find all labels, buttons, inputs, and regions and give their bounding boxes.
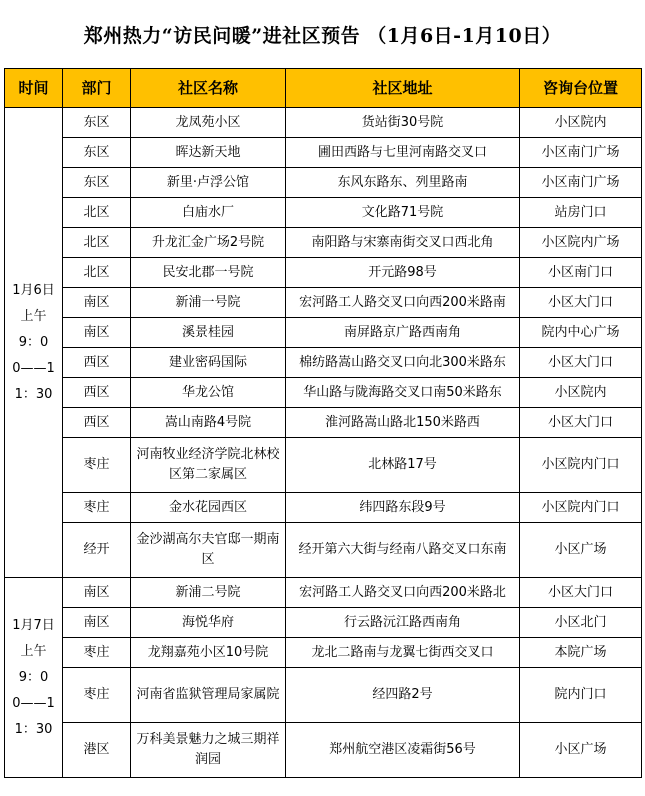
time-line: 9：0: [18, 334, 49, 350]
desk-location-cell: 小区南门口: [520, 258, 642, 288]
department-cell: 枣庄: [63, 638, 131, 668]
department-cell: 东区: [63, 108, 131, 138]
community-address-cell: 文化路71号院: [286, 198, 520, 228]
community-address-cell: 淮河路嵩山路北150米路西: [286, 408, 520, 438]
community-name-cell: 金水花园西区: [131, 493, 286, 523]
community-address-cell: 东风东路东、列里路南: [286, 168, 520, 198]
table-row: [5, 638, 642, 668]
community-address-cell: 圃田西路与七里河南路交叉口: [286, 138, 520, 168]
department-cell: 西区: [63, 408, 131, 438]
department-cell: 北区: [63, 258, 131, 288]
department-cell: 北区: [63, 228, 131, 258]
desk-location-cell: 小区大门口: [520, 578, 642, 608]
community-name-cell: 万科美景魅力之城三期祥润园: [131, 723, 286, 778]
table-row: [5, 668, 642, 723]
department-cell: 南区: [63, 318, 131, 348]
header-community-name: 社区名称: [131, 69, 286, 108]
table-body: [5, 108, 642, 778]
community-name-cell: 河南省监狱管理局家属院: [131, 668, 286, 723]
community-address-cell: 经四路2号: [286, 668, 520, 723]
community-name-cell: 晖达新天地: [131, 138, 286, 168]
community-address-cell: 南屏路京广路西南角: [286, 318, 520, 348]
desk-location-cell: 小区院内广场: [520, 228, 642, 258]
table-row: [5, 198, 642, 228]
department-cell: 北区: [63, 198, 131, 228]
community-name-cell: 龙翔嘉苑小区10号院: [131, 638, 286, 668]
department-cell: 枣庄: [63, 668, 131, 723]
community-name-cell: 河南牧业经济学院北林校区第二家属区: [131, 438, 286, 493]
time-cell: [5, 578, 63, 778]
community-address-cell: 宏河路工人路交叉口向西200米路南: [286, 288, 520, 318]
department-cell: 枣庄: [63, 493, 131, 523]
community-address-cell: 开元路98号: [286, 258, 520, 288]
time-line: 1月6日: [12, 282, 55, 298]
table-header-row: [5, 69, 642, 108]
desk-location-cell: 小区大门口: [520, 348, 642, 378]
desk-location-cell: 小区大门口: [520, 408, 642, 438]
desk-location-cell: 院内门口: [520, 668, 642, 723]
desk-location-cell: 小区院内门口: [520, 438, 642, 493]
community-name-cell: 白庙水厂: [131, 198, 286, 228]
community-address-cell: 南阳路与宋寨南街交叉口西北角: [286, 228, 520, 258]
table-row: [5, 578, 642, 608]
department-cell: 南区: [63, 578, 131, 608]
community-address-cell: 华山路与陇海路交叉口南50米路东: [286, 378, 520, 408]
desk-location-cell: 站房门口: [520, 198, 642, 228]
time-line: 1：30: [14, 386, 53, 402]
community-schedule-table: [4, 68, 642, 778]
desk-location-cell: 院内中心广场: [520, 318, 642, 348]
community-name-cell: 华龙公馆: [131, 378, 286, 408]
desk-location-cell: 本院广场: [520, 638, 642, 668]
community-name-cell: 民安北郡一号院: [131, 258, 286, 288]
community-address-cell: 经开第六大街与经南八路交叉口东南: [286, 523, 520, 578]
community-address-cell: 龙北二路南与龙翼七街西交叉口: [286, 638, 520, 668]
community-name-cell: 金沙湖高尔夫官邸一期南区: [131, 523, 286, 578]
table-row: [5, 378, 642, 408]
table-row: [5, 228, 642, 258]
department-cell: 南区: [63, 608, 131, 638]
community-address-cell: 宏河路工人路交叉口向西200米路北: [286, 578, 520, 608]
time-line: 1：30: [14, 721, 53, 737]
desk-location-cell: 小区南门广场: [520, 168, 642, 198]
time-cell: [5, 108, 63, 578]
department-cell: 港区: [63, 723, 131, 778]
community-name-cell: 新里·卢浮公馆: [131, 168, 286, 198]
page-title: 郑州热力“访民问暖”进社区预告 （1月6日-1月10日）: [83, 24, 562, 47]
community-name-cell: 新浦二号院: [131, 578, 286, 608]
desk-location-cell: 小区广场: [520, 523, 642, 578]
table-row: [5, 318, 642, 348]
community-name-cell: 溪景桂园: [131, 318, 286, 348]
header-department: 部门: [63, 69, 131, 108]
community-name-cell: 新浦一号院: [131, 288, 286, 318]
table-row: [5, 108, 642, 138]
community-address-cell: 棉纺路嵩山路交叉口向北300米路东: [286, 348, 520, 378]
department-cell: 经开: [63, 523, 131, 578]
time-line: 上午: [20, 643, 47, 659]
header-desk-location: 咨询台位置: [520, 69, 642, 108]
table-row: [5, 168, 642, 198]
table-row: [5, 288, 642, 318]
community-address-cell: 货站街30号院: [286, 108, 520, 138]
desk-location-cell: 小区院内门口: [520, 493, 642, 523]
department-cell: 西区: [63, 378, 131, 408]
header-time: 时间: [5, 69, 63, 108]
time-line: 0——1: [12, 360, 55, 376]
community-address-cell: 北林路17号: [286, 438, 520, 493]
time-line: 0——1: [12, 695, 55, 711]
table-row: [5, 408, 642, 438]
table-row: [5, 608, 642, 638]
table-row: [5, 523, 642, 578]
community-name-cell: 建业密码国际: [131, 348, 286, 378]
table-row: [5, 723, 642, 778]
desk-location-cell: 小区广场: [520, 723, 642, 778]
table-row: [5, 258, 642, 288]
department-cell: 南区: [63, 288, 131, 318]
time-line: 上午: [20, 308, 47, 324]
department-cell: 东区: [63, 138, 131, 168]
community-address-cell: 纬四路东段9号: [286, 493, 520, 523]
community-address-cell: 郑州航空港区凌霜街56号: [286, 723, 520, 778]
table-row: [5, 348, 642, 378]
table-row: [5, 138, 642, 168]
community-name-cell: 龙凤苑小区: [131, 108, 286, 138]
desk-location-cell: 小区南门广场: [520, 138, 642, 168]
table-row: [5, 493, 642, 523]
department-cell: 枣庄: [63, 438, 131, 493]
community-address-cell: 行云路沅江路西南角: [286, 608, 520, 638]
desk-location-cell: 小区大门口: [520, 288, 642, 318]
desk-location-cell: 小区北门: [520, 608, 642, 638]
community-name-cell: 升龙汇金广场2号院: [131, 228, 286, 258]
desk-location-cell: 小区院内: [520, 108, 642, 138]
department-cell: 东区: [63, 168, 131, 198]
table-row: [5, 438, 642, 493]
time-line: 1月7日: [12, 617, 55, 633]
time-line: 9：0: [18, 669, 49, 685]
header-community-address: 社区地址: [286, 69, 520, 108]
community-name-cell: 嵩山南路4号院: [131, 408, 286, 438]
community-name-cell: 海悦华府: [131, 608, 286, 638]
department-cell: 西区: [63, 348, 131, 378]
desk-location-cell: 小区院内: [520, 378, 642, 408]
